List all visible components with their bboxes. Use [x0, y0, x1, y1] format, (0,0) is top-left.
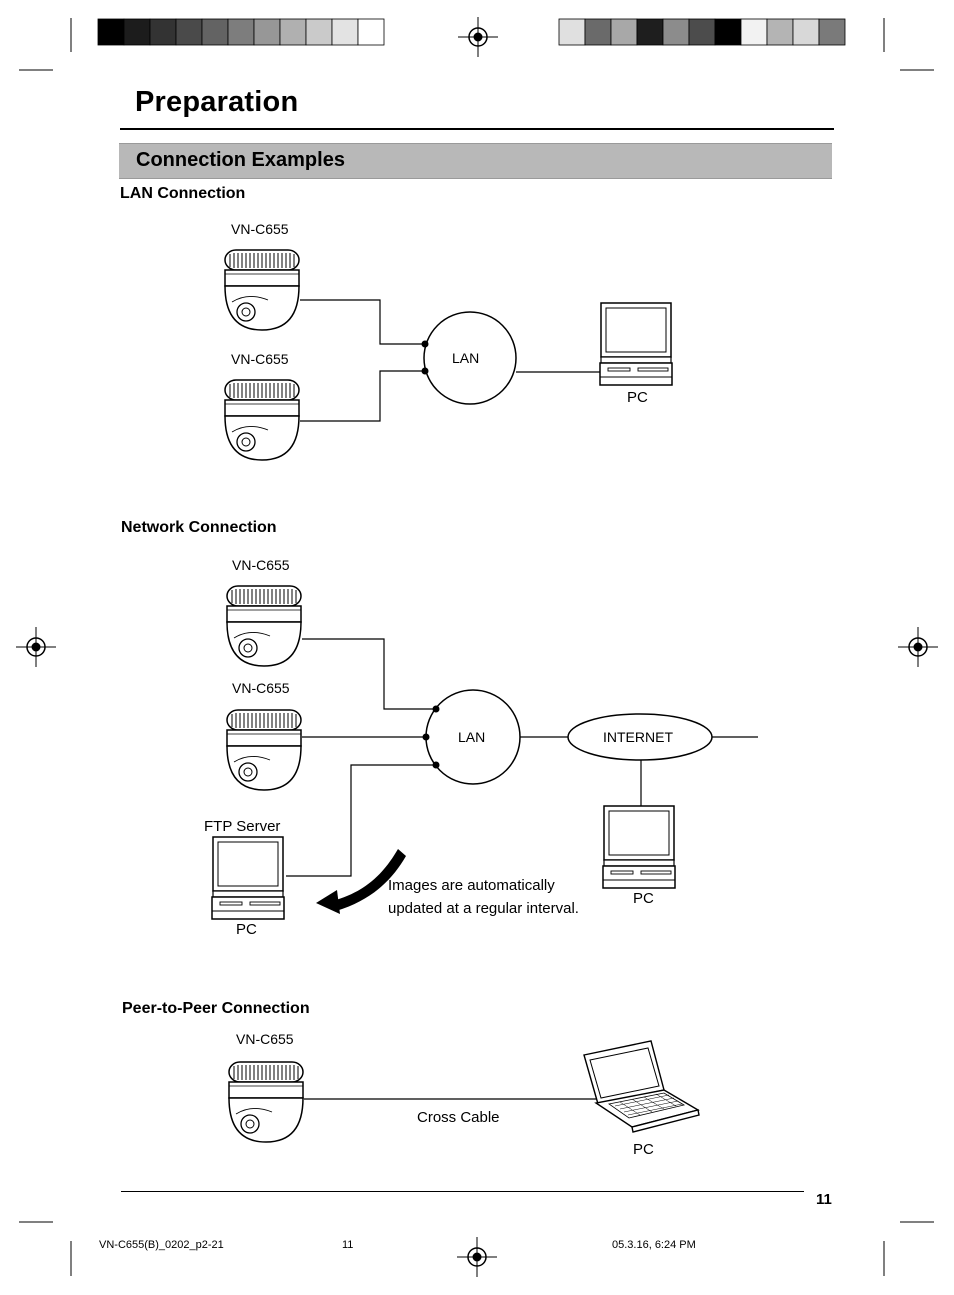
- laptop-icon: [584, 1041, 699, 1132]
- net-camera-2-icon: [227, 710, 301, 790]
- ftp-server-label: FTP Server: [204, 818, 281, 835]
- peer-pc-label: PC: [633, 1141, 654, 1158]
- color-swatch: [559, 19, 585, 45]
- color-swatch: [637, 19, 663, 45]
- color-swatch: [819, 19, 845, 45]
- registration-target-left: [16, 627, 56, 667]
- color-swatch: [332, 19, 358, 45]
- section-title: Connection Examples: [136, 149, 345, 171]
- color-swatch: [358, 19, 384, 45]
- net-camera-1-icon: [227, 586, 301, 666]
- registration-target-top: [458, 17, 498, 57]
- remote-pc-label: PC: [633, 890, 654, 907]
- color-bar-right: [559, 19, 845, 45]
- color-swatch: [741, 19, 767, 45]
- color-swatch: [98, 19, 124, 45]
- color-swatch: [306, 19, 332, 45]
- page-number: 11: [816, 1191, 832, 1208]
- crop-marks: [19, 18, 934, 1276]
- page-heading: Preparation: [135, 86, 299, 118]
- ftp-server-pc-icon: [212, 837, 284, 919]
- slug-file-name: VN-C655(B)_0202_p2-21: [99, 1239, 224, 1251]
- network-diagram: [212, 586, 758, 919]
- color-swatch: [689, 19, 715, 45]
- net-camera-2-label: VN-C655: [232, 680, 290, 696]
- lan-hub-label: LAN: [452, 350, 480, 366]
- lan-camera-2-icon: [225, 380, 299, 460]
- color-swatch: [254, 19, 280, 45]
- ftp-pc-label: PC: [236, 921, 257, 938]
- registration-target-right: [898, 627, 938, 667]
- interval-note-line-1: Images are automatically: [388, 877, 555, 894]
- lan-pc-icon: [600, 303, 672, 385]
- lan-diagram: [225, 250, 672, 460]
- lan-cable-1: [300, 300, 425, 344]
- peer-diagram: [229, 1041, 699, 1142]
- lan-connection-title: LAN Connection: [120, 185, 246, 202]
- peer-connection-title: Peer-to-Peer Connection: [122, 1000, 310, 1017]
- color-swatch: [611, 19, 637, 45]
- footer-rule: [121, 1191, 804, 1192]
- net-remote-pc-icon: [603, 806, 675, 888]
- color-swatch: [715, 19, 741, 45]
- color-swatch: [176, 19, 202, 45]
- interval-note-line-2: updated at a regular interval.: [388, 900, 579, 917]
- color-swatch: [793, 19, 819, 45]
- peer-camera-label: VN-C655: [236, 1031, 294, 1047]
- color-swatch: [150, 19, 176, 45]
- internet-label: INTERNET: [603, 729, 673, 745]
- net-hub-label: LAN: [458, 729, 486, 745]
- lan-camera-1-label: VN-C655: [231, 221, 289, 237]
- color-bar-left: [98, 19, 384, 45]
- color-swatch: [202, 19, 228, 45]
- peer-camera-icon: [229, 1062, 303, 1142]
- color-swatch: [767, 19, 793, 45]
- color-swatch: [228, 19, 254, 45]
- heading-rule: [120, 128, 834, 130]
- color-swatch: [280, 19, 306, 45]
- lan-camera-1-icon: [225, 250, 299, 330]
- color-swatch: [124, 19, 150, 45]
- network-connection-title: Network Connection: [121, 519, 277, 536]
- lan-pc-label: PC: [627, 389, 648, 406]
- slug-date: 05.3.16, 6:24 PM: [612, 1239, 696, 1251]
- slug-page-number: 11: [342, 1239, 354, 1251]
- color-swatch: [663, 19, 689, 45]
- registration-target-bottom: [457, 1237, 497, 1277]
- lan-camera-2-label: VN-C655: [231, 351, 289, 367]
- lan-cable-2: [300, 371, 425, 421]
- net-camera-1-label: VN-C655: [232, 557, 290, 573]
- cross-cable-label: Cross Cable: [417, 1109, 500, 1126]
- color-swatch: [585, 19, 611, 45]
